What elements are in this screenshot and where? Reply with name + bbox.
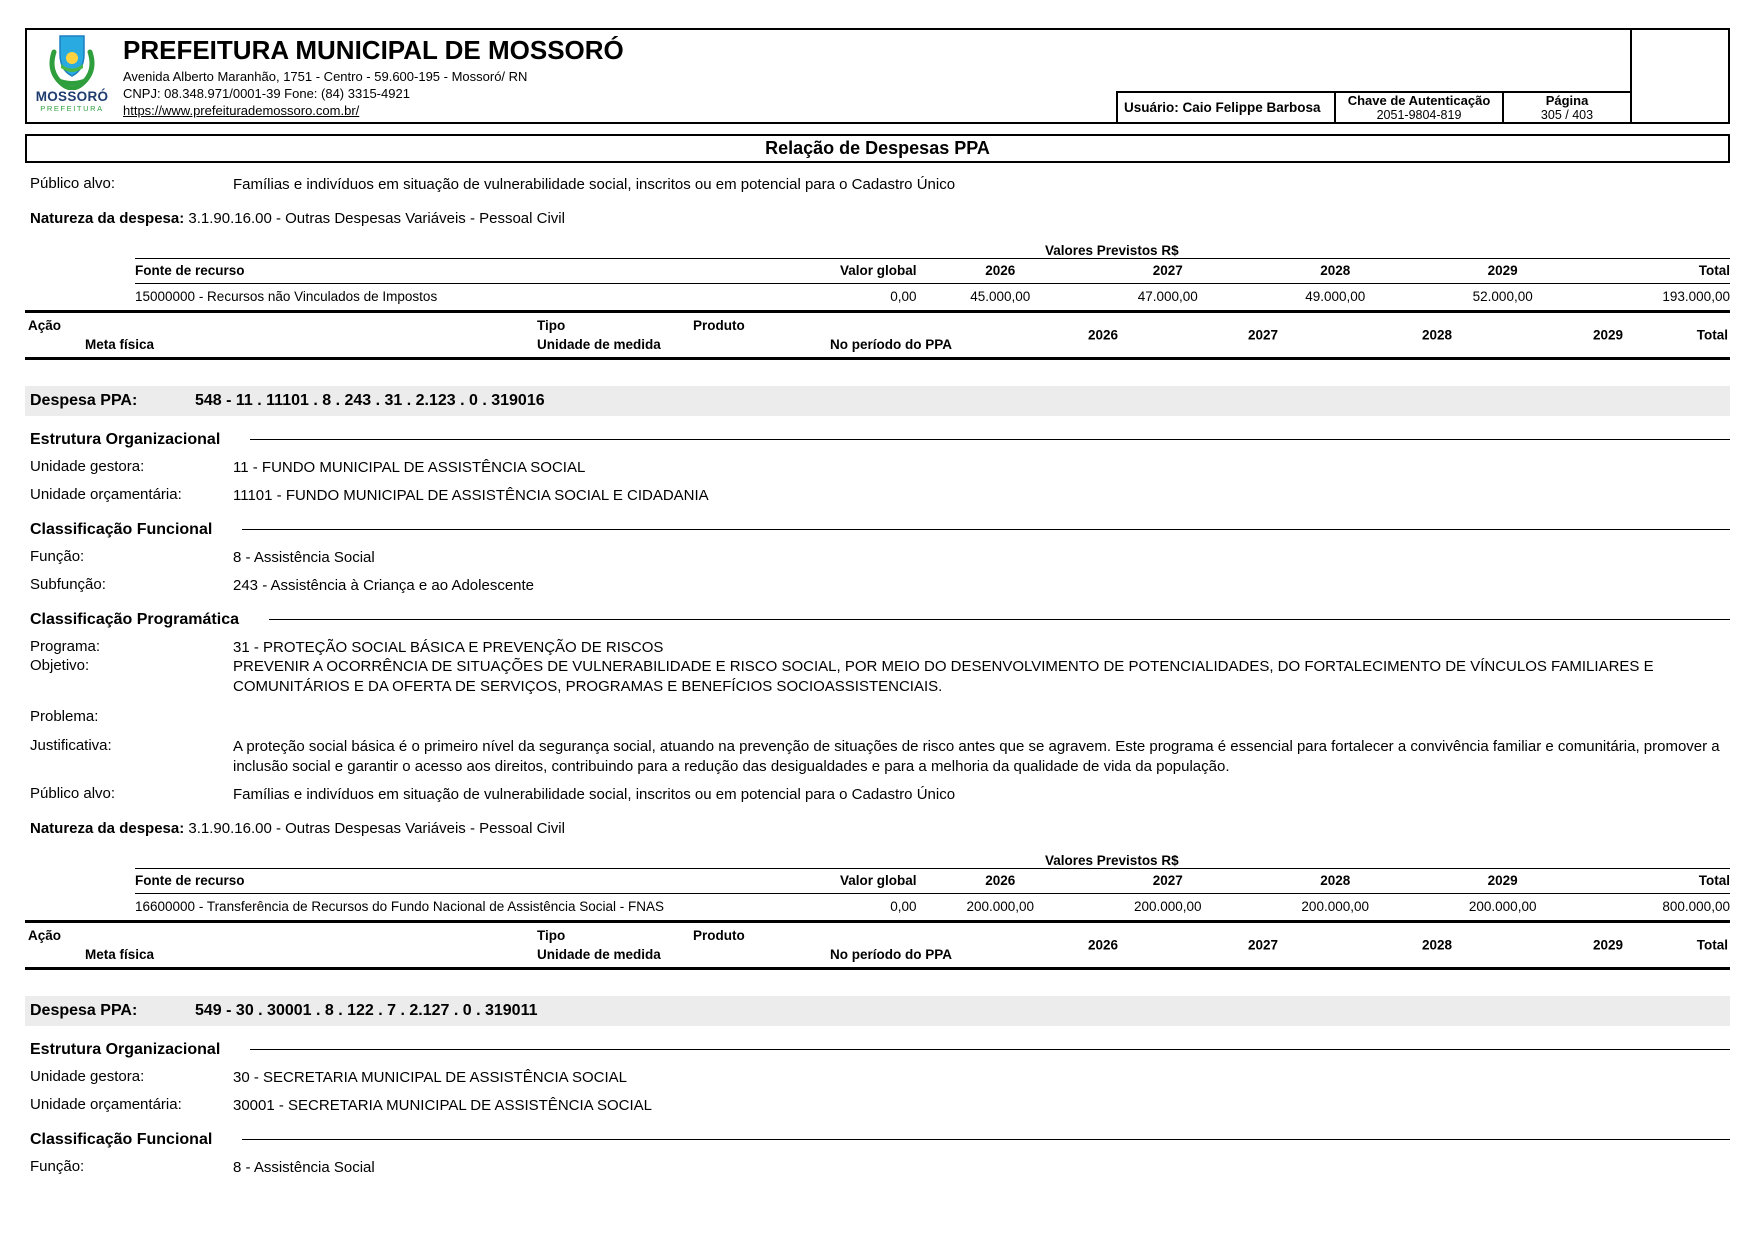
justificativa-label: Justificativa: [30,737,112,754]
valores-previstos-heading: Valores Previstos R$ [1045,242,1179,258]
unidade-medida-label: Unidade de medida [537,946,661,962]
unidade-orcamentaria-value: 11101 - FUNDO MUNICIPAL DE ASSISTÊNCIA SOCIAL E CIDADANIA [233,487,709,504]
justificativa-value: A proteção social básica é o primeiro nível da segurança social, atuando na prevenção de situações de risco antes que se agravem. Este programa é essencial para fortalecer a convivência familiar e comunitária, promover a inclusão social e garantir o acesso aos direitos, contribuindo para a redução das desigualdades e para a melhoria da qualidade de vida da população. [233,738,1720,775]
programa-value: 31 - PROTEÇÃO SOCIAL BÁSICA E PREVENÇÃO DE RISCOS [233,638,664,656]
subfuncao-value: 243 - Assistência à Criança e ao Adolescente [233,577,535,594]
unidade-orcamentaria-label: Unidade orçamentária: [30,1096,182,1113]
section-rule [269,619,1730,620]
col-2026: 2026 [985,263,1016,278]
value-total: 193.000,00 [1662,289,1730,304]
section-estrutura-title: Estrutura Organizacional [30,430,221,448]
org-cnpj-phone: CNPJ: 08.348.971/0001-39 Fone: (84) 3315-4921 [123,85,410,101]
natureza-label: Natureza da despesa: [30,209,185,227]
publico-alvo-label: Público alvo: [30,175,116,192]
acao-col-2029: 2029 [1592,937,1624,952]
programa-row [25,638,1730,658]
publico-alvo-row [25,175,1730,195]
unidade-orcamentaria-value: 30001 - SECRETARIA MUNICIPAL DE ASSISTÊNCIA SOCIAL [233,1097,653,1114]
publico-alvo-value: Famílias e indivíduos em situação de vulnerabilidade social, inscritos ou em potencial para o Cadastro Único [233,176,956,193]
unidade-medida-label: Unidade de medida [537,336,661,352]
unidade-gestora-value: 11 - FUNDO MUNICIPAL DE ASSISTÊNCIA SOCIAL [233,458,586,476]
acao-col-2028: 2028 [1421,937,1453,952]
funcao-row [25,1158,1730,1178]
section-class-funcional-title: Classificação Funcional [30,1130,213,1148]
acao-col-2028: 2028 [1421,327,1453,342]
valores-previstos-heading: Valores Previstos R$ [1045,852,1179,868]
user-cell [1116,91,1334,122]
section-estrutura-title: Estrutura Organizacional [30,1040,221,1058]
valor-global-value: 0,00 [890,899,917,914]
despesa-ppa-band [25,386,1730,416]
unidade-gestora-label: Unidade gestora: [30,1067,145,1085]
value-total: 800.000,00 [1662,899,1730,914]
objetivo-value: PREVENIR A OCORRÊNCIA DE SITUAÇÕES DE VULNERABILIDADE E RISCO SOCIAL, POR MEIO DO DESENVOLVIMENTO DE POTENCIALIDADES, DO FORTALECIMENTO DE VÍNCULOS FAMILIARES E COMUNITÁRIOS E DA OFERTA DE SERVIÇOS, PROGRAMAS E BENEFÍCIOS SOCIOASSISTENCIAIS. [233,658,1654,695]
report-header [25,28,1730,124]
acao-col-2026: 2026 [1087,327,1119,342]
section-estrutura [25,431,1730,449]
value-2029: 52.000,00 [1472,289,1533,304]
despesa-ppa-band [25,996,1730,1026]
acao-col-2027: 2027 [1247,327,1279,342]
section-estrutura [25,1041,1730,1059]
acao-col-2029: 2029 [1592,327,1624,342]
col-2028: 2028 [1320,263,1351,278]
acao-label: Ação [28,927,62,943]
auth-key-label: Chave de Autenticação [1347,93,1491,108]
user-label: Usuário: Caio Felippe Barbosa [1124,100,1321,115]
section-class-programatica-title: Classificação Programática [30,610,239,628]
unidade-gestora-row [25,458,1730,478]
section-rule [242,529,1730,530]
funcao-value: 8 - Assistência Social [233,548,375,566]
table-row [135,284,1730,310]
unidade-gestora-row [25,1068,1730,1088]
col-2029: 2029 [1487,873,1518,888]
logo-wordmark: MOSSORÓ [35,89,109,104]
funcao-label: Função: [30,1157,85,1175]
meta-fisica-label: Meta física [85,946,155,962]
col-2028: 2028 [1320,873,1351,888]
objetivo-row [25,657,1730,696]
fonte-table [135,258,1730,310]
report-title-bar [25,134,1730,163]
tipo-label: Tipo [537,927,566,943]
fonte-table [135,868,1730,920]
section-class-programatica [25,611,1730,629]
table-row [135,894,1730,920]
funcao-label: Função: [30,547,85,565]
prefeitura-logo [27,30,117,122]
problema-value [233,708,1730,725]
auth-key-cell [1334,91,1502,122]
produto-label: Produto [693,927,745,943]
value-2026: 200.000,00 [966,899,1035,914]
valor-global-value: 0,00 [890,289,917,304]
natureza-value: 3.1.90.16.00 - Outras Despesas Variáveis - Pessoal Civil [188,209,565,227]
acao-header-block [25,310,1730,360]
mossoro-crest-icon [45,34,99,90]
acao-col-2026: 2026 [1087,937,1119,952]
no-periodo-label: No período do PPA [830,336,952,352]
col-total: Total [1698,873,1730,888]
produto-label: Produto [693,317,745,333]
col-valor-global: Valor global [840,873,917,888]
programa-label: Programa: [30,637,101,655]
natureza-row [25,820,1730,837]
acao-label: Ação [28,317,62,333]
acao-col-total: Total [1696,937,1728,952]
auth-table [1116,91,1630,122]
col-fonte: Fonte de recurso [135,873,245,888]
website-link[interactable]: https://www.prefeiturademossoro.com.br/ [123,102,360,118]
org-name: PREFEITURA MUNICIPAL DE MOSSORÓ [123,35,624,65]
natureza-label: Natureza da despesa: [30,819,185,837]
natureza-row [25,210,1730,227]
acao-col-2027: 2027 [1247,937,1279,952]
problema-row [25,708,1730,725]
value-2029: 200.000,00 [1468,899,1537,914]
fonte-table-header [135,868,1730,894]
publico-alvo-value: Famílias e indivíduos em situação de vulnerabilidade social, inscritos ou em potencial para o Cadastro Único [233,786,956,803]
tipo-label: Tipo [537,317,566,333]
unidade-orcamentaria-label: Unidade orçamentária: [30,486,182,503]
org-info [117,30,1116,122]
despesa-ppa-code: 549 - 30 . 30001 . 8 . 122 . 7 . 2.127 . 0 . 319011 [195,1001,538,1019]
col-2029: 2029 [1487,263,1518,278]
value-2027: 47.000,00 [1137,289,1198,304]
page-label: Página [1545,93,1589,108]
col-total: Total [1698,263,1730,278]
logo-subtitle: PREFEITURA [40,103,104,113]
page-cell [1502,91,1630,122]
section-rule [250,1049,1730,1050]
value-2026: 45.000,00 [970,289,1031,304]
problema-label: Problema: [30,708,99,725]
justificativa-row [25,737,1730,776]
despesa-ppa-label: Despesa PPA: [30,391,138,409]
despesa-ppa-code: 548 - 11 . 11101 . 8 . 243 . 31 . 2.123 . 0 . 319016 [195,391,545,409]
unidade-gestora-label: Unidade gestora: [30,457,145,475]
funcao-row [25,548,1730,568]
natureza-value: 3.1.90.16.00 - Outras Despesas Variáveis - Pessoal Civil [188,819,565,837]
page-number: 305 / 403 [1540,108,1594,123]
section-class-funcional [25,1131,1730,1149]
col-2027: 2027 [1152,263,1183,278]
unidade-orcamentaria-row [25,486,1730,506]
section-rule [242,1139,1730,1140]
value-2028: 200.000,00 [1301,899,1369,914]
org-address: Avenida Alberto Maranhão, 1751 - Centro - 59.600-195 - Mossoró/ RN [123,68,528,84]
despesa-ppa-label: Despesa PPA: [30,1001,138,1019]
section-class-funcional-title: Classificação Funcional [30,520,213,538]
header-corner-box [1630,30,1728,122]
fonte-table-header [135,258,1730,284]
col-2027: 2027 [1152,873,1183,888]
section-class-funcional [25,521,1730,539]
fonte-value: 16600000 - Transferência de Recursos do Fundo Nacional de Assistência Social - FNAS [135,899,665,914]
col-fonte: Fonte de recurso [135,263,245,278]
no-periodo-label: No período do PPA [830,946,952,962]
unidade-orcamentaria-row [25,1096,1730,1116]
publico-alvo-label: Público alvo: [30,785,116,802]
auth-key-value: 2051-9804-819 [1376,108,1462,123]
report-title: Relação de Despesas PPA [765,138,990,158]
subfuncao-row [25,576,1730,596]
acao-col-total: Total [1696,327,1728,342]
col-2026: 2026 [985,873,1016,888]
acao-header-block [25,920,1730,970]
unidade-gestora-value: 30 - SECRETARIA MUNICIPAL DE ASSISTÊNCIA SOCIAL [233,1068,627,1086]
funcao-value: 8 - Assistência Social [233,1158,375,1176]
subfuncao-label: Subfunção: [30,576,106,593]
meta-fisica-label: Meta física [85,336,155,352]
col-valor-global: Valor global [840,263,917,278]
objetivo-label: Objetivo: [30,657,90,674]
publico-alvo-row [25,785,1730,805]
value-2027: 200.000,00 [1133,899,1202,914]
fonte-value: 15000000 - Recursos não Vinculados de Impostos [135,289,438,304]
section-rule [250,439,1730,440]
value-2028: 49.000,00 [1305,289,1366,304]
